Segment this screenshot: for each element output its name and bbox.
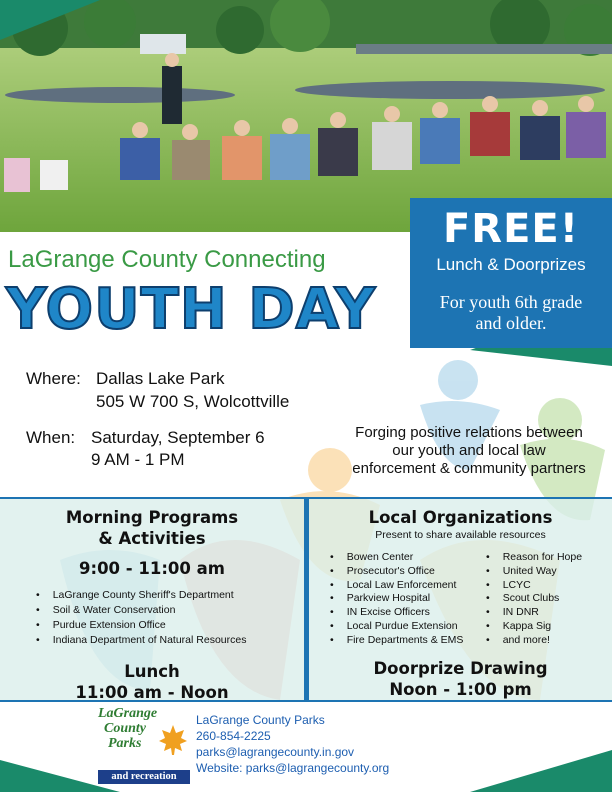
- list-item: • Soil & Water Conservation: [36, 603, 304, 618]
- free-callout-box: [410, 198, 612, 348]
- list-item: • LCYC: [486, 579, 582, 593]
- parks-logo: [98, 706, 190, 784]
- list-item: • Local Law Enforcement: [330, 579, 486, 593]
- audience-line-2: and older.: [475, 313, 547, 333]
- list-item: • Reason for Hope: [486, 551, 582, 565]
- list-item: • Purdue Extension Office: [36, 618, 304, 633]
- contact-phone: 260-854-2225: [196, 729, 271, 743]
- maple-leaf-icon: [158, 724, 188, 756]
- organizations-list-2: [486, 551, 582, 648]
- schedule-panels: [0, 497, 612, 702]
- organizations-heading: Local Organizations: [368, 508, 553, 527]
- organizations-panel: [309, 497, 612, 702]
- lunch-time: 11:00 am - Noon: [75, 683, 229, 702]
- tagline-line-2: our youth and local law: [392, 442, 546, 459]
- logo-line-4: and recreation: [98, 770, 190, 784]
- list-item: • Scout Clubs: [486, 592, 582, 606]
- list-item: • LaGrange County Sheriff's Department: [36, 588, 304, 603]
- list-item: • Prosecutor's Office: [330, 565, 486, 579]
- where-label: Where:: [26, 369, 81, 388]
- free-subline: Lunch & Doorprizes: [436, 255, 586, 274]
- logo-line-3: Parks: [108, 736, 142, 751]
- where-place: Dallas Lake Park: [96, 369, 225, 388]
- list-item: • Indiana Department of Natural Resources: [36, 633, 304, 648]
- organizations-subheading: Present to share available resources: [375, 529, 546, 541]
- when-time: 9 AM - 1 PM: [91, 450, 185, 469]
- list-item: • Fire Departments & EMS: [330, 634, 486, 648]
- morning-panel: [0, 497, 304, 702]
- list-item: • and more!: [486, 634, 582, 648]
- list-item: • IN DNR: [486, 606, 582, 620]
- lunch-heading: Lunch: [124, 662, 180, 681]
- logo-line-2: County: [104, 721, 147, 736]
- morning-heading-1: Morning Programs: [65, 508, 239, 527]
- title-connecting: LaGrange County Connecting: [8, 246, 326, 273]
- list-item: • United Way: [486, 565, 582, 579]
- morning-time: 9:00 - 11:00 am: [79, 559, 225, 578]
- logo-line-1: LaGrange: [98, 706, 158, 721]
- where-address: 505 W 700 S, Wolcottville: [96, 392, 290, 411]
- teal-band-bottom-right: [470, 750, 612, 792]
- list-item: • Parkview Hospital: [330, 592, 486, 606]
- tagline-line-3: enforcement & community partners: [352, 460, 586, 477]
- list-item: • IN Excise Officers: [330, 606, 486, 620]
- organizations-list-1: [330, 551, 486, 648]
- title-youth-day: YOUTH DAY: [6, 277, 377, 342]
- contact-website[interactable]: Website: parks@lagrangecounty.org: [196, 761, 390, 775]
- list-item: • Kappa Sig: [486, 620, 582, 634]
- doorprize-time: Noon - 1:00 pm: [389, 679, 532, 699]
- organizations-columns: [309, 551, 612, 648]
- audience-line-1: For youth 6th grade: [439, 292, 583, 312]
- morning-heading-2: & Activities: [98, 529, 206, 548]
- tagline: [332, 424, 606, 478]
- contact-org: LaGrange County Parks: [196, 713, 325, 727]
- tagline-line-1: Forging positive relations between: [355, 424, 583, 441]
- when-label: When:: [26, 428, 76, 447]
- morning-list: [36, 588, 304, 648]
- doorprize-heading: Doorprize Drawing: [373, 658, 548, 678]
- when-date: Saturday, September 6: [91, 428, 265, 447]
- list-item: • Local Purdue Extension: [330, 620, 486, 634]
- list-item: • Bowen Center: [330, 551, 486, 565]
- contact-email[interactable]: parks@lagrangecounty.in.gov: [196, 745, 355, 759]
- free-headline: FREE!: [442, 206, 579, 252]
- contact-info: [196, 712, 389, 776]
